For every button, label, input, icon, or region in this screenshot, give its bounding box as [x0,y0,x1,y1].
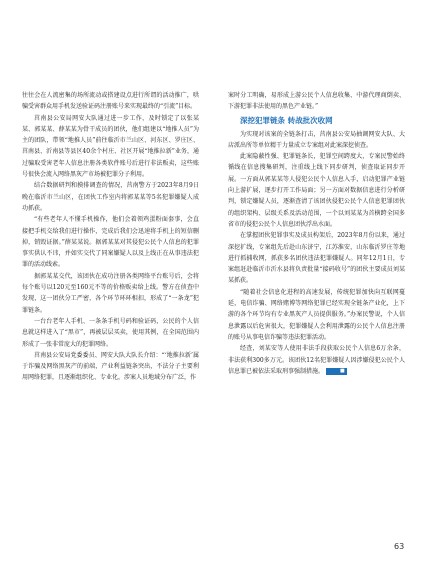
paragraph [22,180,199,214]
page-number: 63 [394,542,405,551]
paragraph [22,90,199,113]
paragraph [22,271,199,316]
paragraph [228,230,405,286]
section-heading: 深挖犯罪链条 转战批次收网 [240,115,333,125]
paragraph [228,343,405,377]
right-column-body [228,129,405,378]
paragraph-text: 在掌握团伙犯罪事实及成员构架后，2023年8月份以来，通过深挖扩线，专案组先后赴山东济宁，江苏淮安，山东临沂罗庄等地进行抓捕收网，抓获多名团伙违法犯罪嫌疑人。同年12月1日，专案组赶赴临沂市沂水县将负责批量“接码收号”的团伙主要成员刘某某抓获。 [228,232,405,285]
paragraph-text: 莒南县公安局网安大队通过进一步工作，及时锁定了以张某某、郭某某、薛某某为骨干成员的团伙，他们组建以“地推人员”为主的团队，带领“地推人员”前往临沂市兰山区、河东区、罗庄区、莒南县、沂南县等县区40余个村庄、社区开展“地推拉新”业务，通过骗取受害老年人信息注册各类软件账号后进行非法贩卖，这些账号很快会流入网络黑灰产市场被犯罪分子利用。 [22,114,199,179]
paragraph [228,129,405,152]
paragraph [228,90,405,113]
paragraph [22,316,199,350]
paragraph-text: 一台台老年人手机、一条条手机号码和验证码，公民的个人信息就这样进入了“黑市”，再被层层买卖，使用其例，在全国范围内形成了一张非常庞大的犯罪网络。 [22,317,199,348]
paragraph [22,350,199,384]
left-column [22,90,199,384]
paragraph-text: 为实现对该案的全链条打击，莒南县公安局抽调网安大队、大店派出所等单位精干力量成立专案组对此案深挖侦查。 [228,130,405,149]
paragraph [228,151,405,230]
paragraph-text: 往往会在人流密集的场所流动或搭建设点进行所谓的活动推广，哄骗受害群众用手机发送验证码注册账号来实现最终的“引流”目标。 [22,92,199,111]
paragraph-text: 据郭某某交代，该团伙在成功注册各类网络平台账号后，会将每个账号以120元至160元不等的价格贩卖给上线。警方在侦查中发现，这一团伙分工严密，各个环节环环相扣，形成了“一条龙”犯罪链条。 [22,272,199,314]
paragraph-text: 案时分工明确，易形成上游公民个人信息收集、中游代理商倒卖、下游犯罪非法使用的黑色产业链。” [228,92,405,111]
paragraph-text: 经查，刘某安等人使用非法手段获取公民个人信息6万余条，非法获利300多万元。该团伙12名犯罪嫌疑人因涉嫌侵犯公民个人信息罪已被依法采取刑事强制措施。 [228,345,405,375]
paragraph-text: 结合数据研判和摸排调查的情况，莒南警方于2023年8月9日晚在临沂市兰山区，在团伙工作室内将郭某某等5名犯罪嫌疑人成功抓获。 [22,182,199,212]
paragraph [22,113,199,181]
end-mark-icon: ■ [326,368,347,375]
paragraph-text: 此案隐蔽性强、犯罪链条长，犯罪空间跨度大，专案民警始终循线在信息搜集研判，注重线上线下同步研判，侦查取证同步开展。一方面从郭某某等人侵犯公民个人信息入手，启动犯罪产业链向上游扩展，逐步打开工作局面；另一方面对数据信息进行分析研判，锁定嫌疑人员，逐渐查清了该团伙侵犯公民个人信息犯罪团伙的组织架构、层级关系及活动范围，一个以刘某某为首横跨全国多省市的侵犯公民个人信息团伙浮出水面。 [228,153,405,228]
right-column [228,90,405,377]
right-column-continuation [228,90,405,113]
paragraph-text: “有些老年人不懂手机操作，他们会着领鸡蛋粉面套事，会直接把手机交给我们进行操作，完成后我们会迅速将手机上的短信删掉，销毁证据。”薛某某说。据郭某某对其侵犯公民个人信息的犯罪事实供认不讳，并如实交代了同案嫌疑人以及上线正在从事违法犯罪的活动线索。 [22,216,199,269]
paragraph-text: 莒南县公安局党委委员、网安大队大队长介绍：“‘地推拉新’属于诈骗及网络黑灰产的前端，产业利益链条突出，不法分子主要利用网络犯罪，且逐渐组织化、专业化，涉案人员地域分布广泛，作 [22,351,199,382]
paragraph-text: “随着社会信息化进程的高速发展，传统犯罪加快向互联网蔓延，电信诈骗、网络赌博等网络犯罪已经实现全链条产业化，上下游的各个环节均有专业黑灰产人员提供服务。”办案民警说，个人信息泄露以后危害很大，犯罪嫌疑人会利用泄露的公民个人信息注册的账号从事电信诈骗等违法犯罪活动。 [228,288,405,341]
paragraph [228,287,405,343]
paragraph [22,214,199,270]
